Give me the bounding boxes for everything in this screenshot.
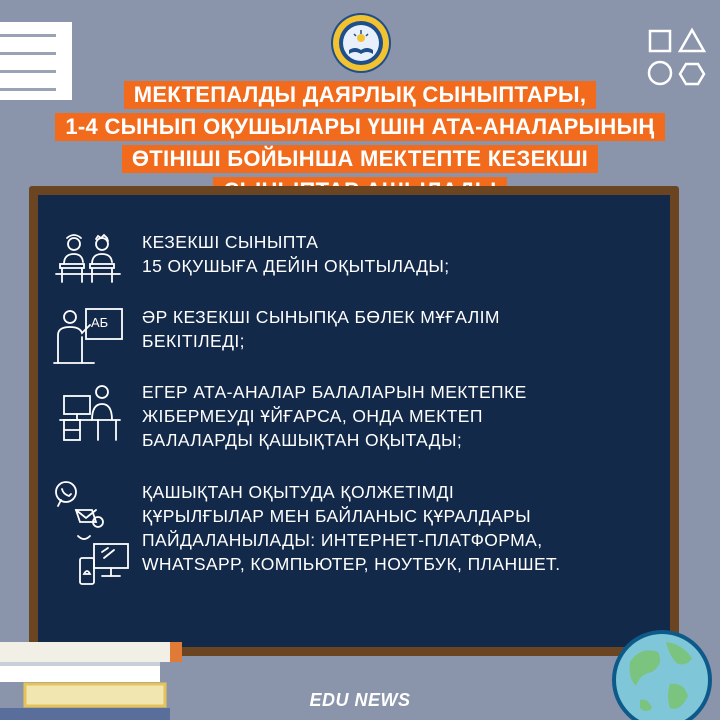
- info-text: КЕЗЕКШІ СЫНЫПТА 15 ОҚУШЫҒА ДЕЙІН ОҚЫТЫЛАДЫ;: [142, 232, 450, 276]
- headline-line: 1-4 СЫНЫП ОҚУШЫЛАРЫ ҮШІН АТА-АНАЛАРЫНЫҢ: [55, 113, 664, 141]
- footer-brand: EDU NEWS: [309, 690, 411, 710]
- students-at-desks-icon: [50, 230, 126, 300]
- teacher-at-board-icon: [50, 305, 126, 375]
- board-letters: АБ: [91, 315, 109, 330]
- ministry-logo-icon: [330, 12, 392, 74]
- headline-line: ӨТІНІШІ БОЙЫНША МЕКТЕПТЕ КЕЗЕКШІ: [122, 145, 598, 173]
- devices-communication-icon: [46, 480, 130, 590]
- headline-line: МЕКТЕПАЛДЫ ДАЯРЛЫҚ СЫНЫПТАРЫ,: [124, 81, 597, 109]
- info-text: ӘР КЕЗЕКШІ СЫНЫПҚА БӨЛЕК МҰҒАЛІМ БЕКІТІЛЕДІ;: [142, 307, 500, 351]
- info-text: ҚАШЫҚТАН ОҚЫТУДА ҚОЛЖЕТІМДІ ҚҰРЫЛҒЫЛАР МЕН БАЙЛАНЫС ҚҰРАЛДАРЫ ПАЙДАЛАНЫЛАДЫ: ИНТЕРНЕТ-ПЛАТФОРМА, WHATSAPP, КОМПЬЮТЕР, НОУТБУК, ПЛАНШЕТ.: [142, 482, 561, 574]
- remote-study-icon: [50, 380, 126, 450]
- info-text: ЕГЕР АТА-АНАЛАР БАЛАЛАРЫН МЕКТЕПКЕ ЖІБЕРМЕУДІ ҰЙҒАРСА, ОНДА МЕКТЕП БАЛАЛАРДЫ ҚАШЫҚТАН ОҚЫТАДЫ;: [142, 382, 527, 450]
